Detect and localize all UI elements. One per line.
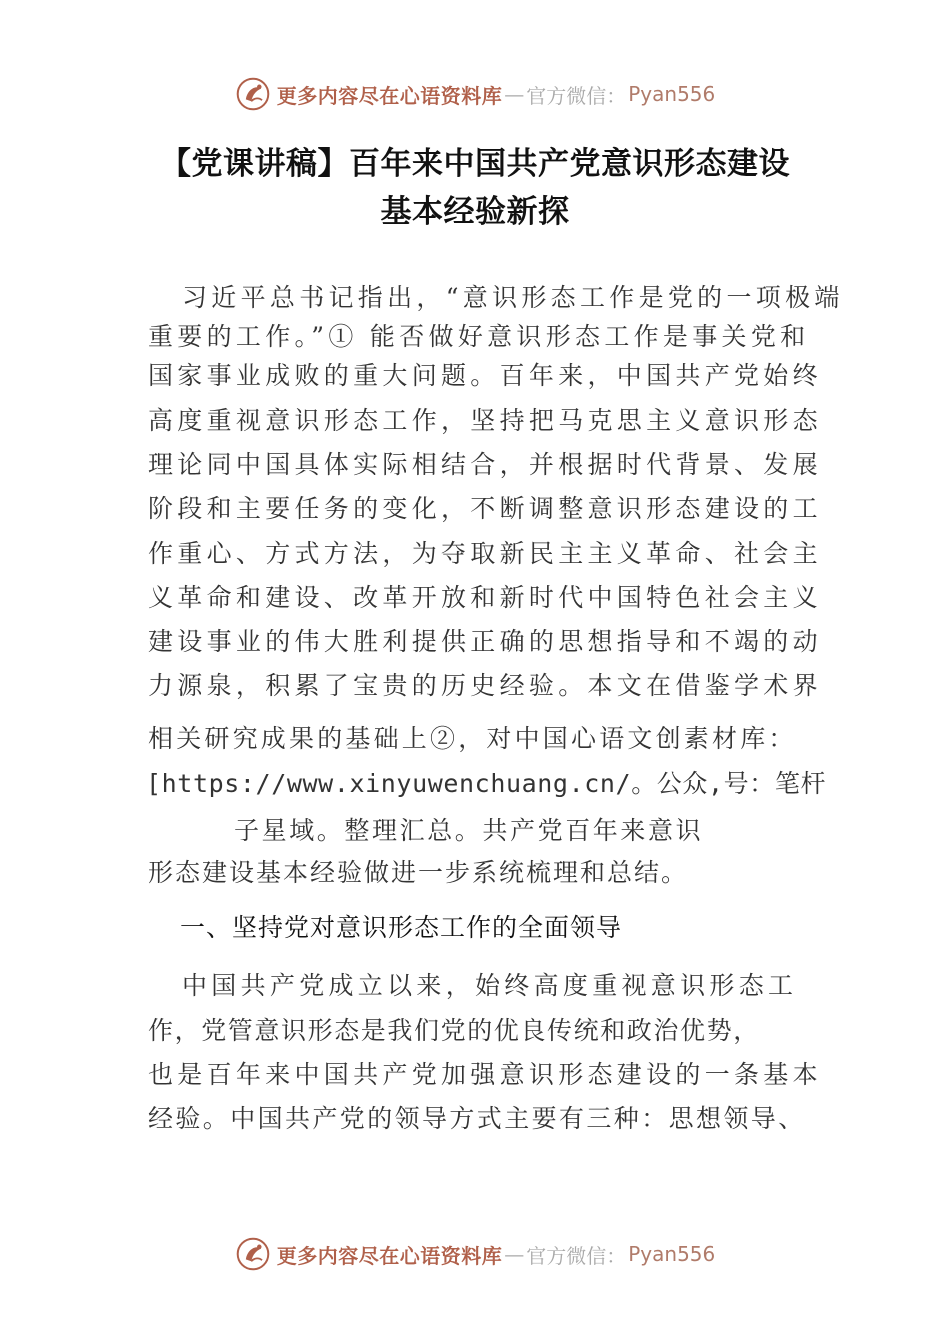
body-line: 国家事业成败的重大问题。百年来，中国共产党始终 [148,361,822,390]
watermark-separator: — [504,1242,525,1266]
watermark-wechat-label: 官方微信： [526,83,627,108]
body-line: 高度重视意识形态工作，坚持把马克思主义意识形态 [148,406,822,435]
watermark-wechat-label: 官方微信： [526,1243,627,1268]
watermark-text: 更多内容尽在心语资料库 [276,83,503,108]
body-line: 理论同中国具体实际相结合，并根据时代背景、发展 [148,450,822,479]
watermark-footer [0,1234,950,1274]
body-line: 经验。中国共产党的领导方式主要有三种：思想领导、 [148,1104,806,1133]
body-line-url: [https://www.xinyuwenchuang.cn/。公众,号：笔杆 [146,769,827,798]
page-title-line-1: 【党课讲稿】百年来中国共产党意识形态建设 [160,146,790,182]
watermark-header [0,74,950,114]
watermark-text: 更多内容尽在心语资料库 [276,1243,503,1268]
watermark-separator: — [504,82,525,106]
body-line: 建设事业的伟大胜利提供正确的思想指导和不竭的动 [148,627,822,656]
body-line: 习近平总书记指出，“意识形态工作是党的一项极端 [182,283,844,312]
section-heading: 一、坚持党对意识形态工作的全面领导 [180,913,623,942]
page-title-line-2: 基本经验新探 [380,194,570,230]
body-line: 义革命和建设、改革开放和新时代中国特色社会主义 [148,583,822,612]
body-line: 相关研究成果的基础上②，对中国心语文创素材库： [148,724,797,753]
body-line: 作重心、方式方法，为夺取新民主主义革命、社会主 [148,539,822,568]
body-line: 也是百年来中国共产党加强意识形态建设的一条基本 [148,1060,822,1089]
body-line: 中国共产党成立以来，始终高度重视意识形态工 [182,971,798,1000]
body-line: 重要的工作。”① 能否做好意识形态工作是事关党和 [148,322,810,351]
watermark-wechat-id: Pyan556 [628,1242,716,1266]
flower-logo-icon [235,76,271,112]
body-line: 力源泉，积累了宝贵的历史经验。本文在借鉴学术界 [148,671,822,700]
body-line: 作，党管意识形态是我们党的优良传统和政治优势， [148,1016,760,1045]
watermark-wechat-id: Pyan556 [628,82,716,106]
body-line: 阶段和主要任务的变化，不断调整意识形态建设的工 [148,494,822,523]
flower-logo-icon [235,1236,271,1272]
body-line: 子星域。整理汇总。共产党百年来意识 [234,816,704,845]
body-line: 形态建设基本经验做进一步系统梳理和总结。 [148,858,689,887]
